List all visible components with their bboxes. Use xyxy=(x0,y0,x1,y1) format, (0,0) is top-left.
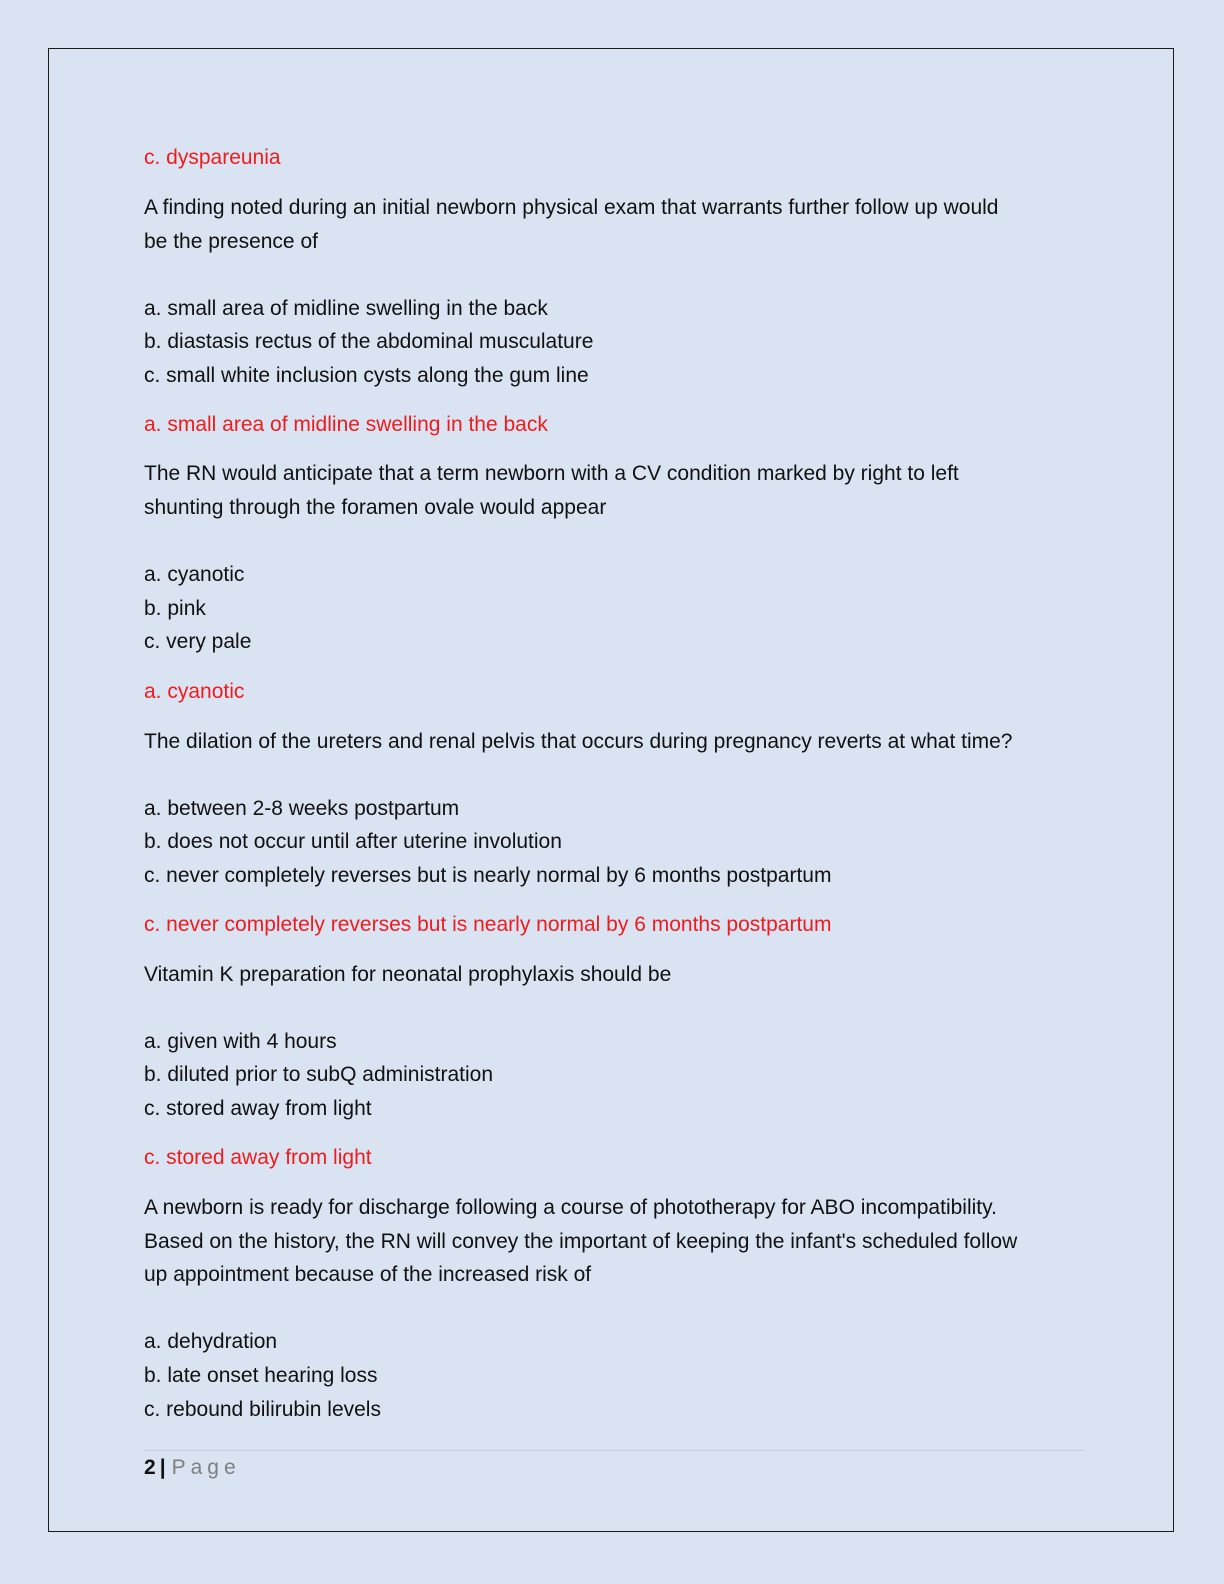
footer-separator: | xyxy=(159,1456,166,1479)
footer-divider xyxy=(144,1450,1084,1451)
question-line: The RN would anticipate that a term newborn with a CV condition marked by right to left xyxy=(144,462,959,485)
question-line: be the presence of xyxy=(144,230,318,253)
page-number: 2 xyxy=(144,1456,156,1479)
option-line: c. small white inclusion cysts along the gum line xyxy=(144,364,589,387)
answer-line: c. stored away from light xyxy=(144,1146,372,1169)
answer-line: a. cyanotic xyxy=(144,680,245,703)
page-border xyxy=(48,48,1174,1532)
page-footer xyxy=(144,1456,241,1480)
question-line: shunting through the foramen ovale would appear xyxy=(144,496,607,519)
option-line: c. never completely reverses but is nearly normal by 6 months postpartum xyxy=(144,864,832,887)
option-line: c. very pale xyxy=(144,630,252,653)
answer-line: c. dyspareunia xyxy=(144,146,281,169)
option-line: a. dehydration xyxy=(144,1330,278,1353)
question-line: Based on the history, the RN will convey the important of keeping the infant's scheduled follow xyxy=(144,1230,1018,1253)
question-line: A finding noted during an initial newborn physical exam that warrants further follow up would xyxy=(144,196,999,219)
option-line: a. small area of midline swelling in the back xyxy=(144,297,548,320)
option-line: a. given with 4 hours xyxy=(144,1030,337,1053)
option-line: a. cyanotic xyxy=(144,563,245,586)
option-line: b. diluted prior to subQ administration xyxy=(144,1063,494,1086)
answer-line: a. small area of midline swelling in the back xyxy=(144,413,548,436)
option-line: b. late onset hearing loss xyxy=(144,1364,378,1387)
option-line: c. stored away from light xyxy=(144,1097,372,1120)
option-line: b. does not occur until after uterine involution xyxy=(144,830,562,853)
question-line: up appointment because of the increased risk of xyxy=(144,1263,592,1286)
option-line: b. diastasis rectus of the abdominal musculature xyxy=(144,330,594,353)
question-line: Vitamin K preparation for neonatal prophylaxis should be xyxy=(144,963,672,986)
page-label: Page xyxy=(171,1456,241,1479)
question-line: The dilation of the ureters and renal pelvis that occurs during pregnancy reverts at what time? xyxy=(144,730,1013,753)
option-line: a. between 2-8 weeks postpartum xyxy=(144,797,460,820)
question-line: A newborn is ready for discharge following a course of phototherapy for ABO incompatibility. xyxy=(144,1196,997,1219)
option-line: b. pink xyxy=(144,597,206,620)
answer-line: c. never completely reverses but is nearly normal by 6 months postpartum xyxy=(144,913,832,936)
option-line: c. rebound bilirubin levels xyxy=(144,1398,381,1421)
